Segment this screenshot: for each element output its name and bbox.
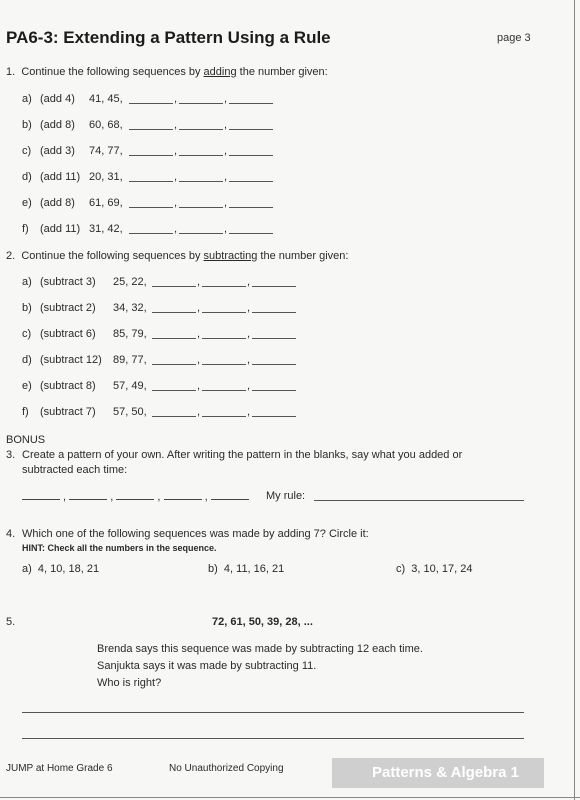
answer-blank[interactable]: [179, 181, 223, 182]
q1-item: [22, 171, 123, 183]
item-rule: (add 3): [40, 145, 75, 157]
item-sequence: 34, 32,: [113, 302, 147, 314]
comma-separator: ,: [197, 328, 201, 340]
q4-option-b[interactable]: [208, 563, 284, 575]
answer-blank[interactable]: [152, 390, 196, 391]
q2-number: 2.: [6, 250, 16, 262]
footer-center: No Unauthorized Copying: [169, 763, 284, 774]
comma-separator: ,: [197, 406, 201, 418]
item-rule: (subtract 6): [40, 328, 96, 340]
item-rule: (add 11): [40, 171, 81, 183]
item-letter: c): [22, 145, 32, 157]
answer-blank[interactable]: [202, 312, 246, 313]
option-letter: b): [208, 563, 218, 575]
comma-separator: ,: [224, 197, 228, 209]
q5-line1: Brenda says this sequence was made by subtracting 12 each time.: [97, 643, 423, 655]
answer-blank[interactable]: [179, 129, 223, 130]
answer-blank[interactable]: [129, 233, 173, 234]
q1-item: [22, 197, 123, 209]
q2-post: the number given:: [257, 250, 349, 262]
answer-blank[interactable]: [202, 364, 246, 365]
bonus-number: 3.: [6, 449, 16, 461]
item-letter: d): [22, 354, 32, 366]
answer-blank[interactable]: [229, 181, 273, 182]
item-letter: a): [22, 276, 32, 288]
q1-item: [22, 93, 123, 105]
item-rule: (add 4): [40, 93, 75, 105]
section-badge-label: Patterns & Algebra 1: [372, 764, 519, 781]
comma-separator: ,: [197, 276, 201, 288]
item-sequence: 85, 79,: [113, 328, 147, 340]
answer-blank[interactable]: [211, 490, 249, 500]
q4-question: Which one of the following sequences was made by adding 7? Circle it:: [22, 528, 369, 540]
q1-keyword: adding: [203, 66, 237, 78]
item-letter: d): [22, 171, 32, 183]
comma-separator: ,: [174, 119, 178, 131]
comma-separator: ,: [197, 302, 201, 314]
answer-blank[interactable]: [252, 390, 296, 391]
page-edge-right: [574, 0, 575, 800]
comma-separator: ,: [174, 145, 178, 157]
answer-blank[interactable]: [152, 416, 196, 417]
bonus-line2: subtracted each time:: [22, 464, 128, 476]
option-sequence: 4, 11, 16, 21: [223, 563, 285, 575]
answer-blank[interactable]: [179, 233, 223, 234]
comma-separator: ,: [247, 354, 251, 366]
q5-line2: Sanjukta says it was made by subtracting 11.: [97, 660, 317, 672]
answer-blank[interactable]: [179, 155, 223, 156]
item-rule: (subtract 7): [40, 406, 96, 418]
item-letter: e): [22, 380, 32, 392]
answer-blank[interactable]: [229, 155, 273, 156]
answer-blank[interactable]: [229, 233, 273, 234]
q4-hint: HINT: Check all the numbers in the sequence.: [22, 543, 217, 553]
answer-blank[interactable]: [229, 103, 273, 104]
answer-blank[interactable]: [152, 338, 196, 339]
comma-separator: ,: [224, 93, 228, 105]
option-letter: a): [22, 563, 32, 575]
q5-line3: Who is right?: [97, 677, 162, 689]
q5-answer-line[interactable]: [22, 712, 524, 713]
item-letter: f): [22, 406, 29, 418]
item-sequence: 60, 68,: [89, 119, 123, 131]
answer-blank[interactable]: [129, 181, 173, 182]
item-letter: e): [22, 197, 32, 209]
item-rule: (add 8): [40, 119, 75, 131]
comma-separator: ,: [174, 171, 178, 183]
q1-number: 1.: [6, 66, 16, 78]
answer-blank[interactable]: [179, 103, 223, 104]
comma-separator: ,: [247, 380, 251, 392]
answer-blank[interactable]: [252, 286, 296, 287]
comma-separator: ,: [224, 171, 228, 183]
item-letter: f): [22, 223, 29, 235]
answer-blank[interactable]: [252, 312, 296, 313]
item-rule: (subtract 2): [40, 302, 96, 314]
answer-blank[interactable]: [116, 490, 154, 500]
answer-blank[interactable]: [252, 416, 296, 417]
q1-pre: Continue the following sequences by: [21, 66, 204, 78]
my-rule-label: My rule:: [266, 490, 306, 502]
q2-item: [22, 302, 147, 314]
answer-blank[interactable]: [229, 129, 273, 130]
q5-answer-line[interactable]: [22, 738, 524, 739]
answer-blank[interactable]: [129, 155, 173, 156]
bonus-blanks: , , , ,: [22, 490, 249, 503]
q2-item: [22, 276, 147, 288]
item-letter: c): [22, 328, 32, 340]
answer-blank[interactable]: [22, 490, 60, 500]
item-sequence: 31, 42,: [89, 223, 123, 235]
item-sequence: 57, 50,: [113, 406, 147, 418]
comma-separator: ,: [247, 406, 251, 418]
answer-blank[interactable]: [202, 416, 246, 417]
item-letter: b): [22, 119, 32, 131]
item-sequence: 41, 45,: [89, 93, 123, 105]
answer-blank[interactable]: [129, 129, 173, 130]
answer-blank[interactable]: [129, 103, 173, 104]
comma-separator: ,: [174, 93, 178, 105]
answer-blank[interactable]: [164, 490, 202, 500]
answer-blank[interactable]: [202, 338, 246, 339]
answer-blank[interactable]: [252, 338, 296, 339]
q4-option-c[interactable]: [396, 563, 472, 575]
item-rule: (subtract 3): [40, 276, 96, 288]
q1-item: [22, 223, 123, 235]
footer-left: JUMP at Home Grade 6: [6, 763, 113, 774]
item-rule: (subtract 12): [40, 354, 102, 366]
item-sequence: 57, 49,: [113, 380, 147, 392]
section-badge: [332, 758, 544, 788]
answer-blank[interactable]: [179, 207, 223, 208]
q2-keyword: subtracting: [203, 250, 258, 262]
q5-number: 5.: [6, 616, 16, 628]
option-sequence: 4, 10, 18, 21: [37, 563, 100, 575]
q2-item: [22, 406, 147, 418]
comma-separator: ,: [197, 354, 201, 366]
answer-blank[interactable]: [152, 286, 196, 287]
page-title: PA6-3: Extending a Pattern Using a Rule: [6, 28, 331, 47]
q4-option-a[interactable]: [22, 563, 99, 575]
item-sequence: 20, 31,: [89, 171, 123, 183]
answer-blank[interactable]: [202, 390, 246, 391]
item-rule: (subtract 8): [40, 380, 96, 392]
q2-instruction: [6, 250, 348, 262]
answer-blank[interactable]: [152, 312, 196, 313]
comma-separator: ,: [224, 145, 228, 157]
answer-blank[interactable]: [229, 207, 273, 208]
q1-item: [22, 119, 123, 131]
comma-separator: ,: [174, 197, 178, 209]
answer-blank[interactable]: [129, 207, 173, 208]
item-sequence: 25, 22,: [113, 276, 147, 288]
answer-blank[interactable]: [202, 286, 246, 287]
answer-blank[interactable]: [252, 364, 296, 365]
comma-separator: ,: [224, 223, 228, 235]
page-number: page 3: [497, 32, 531, 44]
q2-item: [22, 380, 147, 392]
item-sequence: 61, 69,: [89, 197, 123, 209]
item-letter: a): [22, 93, 32, 105]
q1-instruction: [6, 66, 328, 78]
q2-pre: Continue the following sequences by: [21, 250, 204, 262]
item-rule: (add 8): [40, 197, 75, 209]
item-sequence: 74, 77,: [89, 145, 123, 157]
comma-separator: ,: [224, 119, 228, 131]
comma-separator: ,: [247, 302, 251, 314]
q2-item: [22, 354, 147, 366]
bonus-line1: Create a pattern of your own. After writing the pattern in the blanks, say what you added or: [22, 449, 463, 461]
comma-separator: ,: [247, 328, 251, 340]
answer-blank[interactable]: [152, 364, 196, 365]
answer-blank[interactable]: [69, 490, 107, 500]
item-sequence: 89, 77,: [113, 354, 147, 366]
item-rule: (add 11): [40, 223, 81, 235]
q1-post: the number given:: [236, 66, 328, 78]
my-rule-blank[interactable]: [314, 500, 524, 501]
page-edge-bottom: [0, 797, 580, 798]
bonus-heading: BONUS: [6, 434, 46, 446]
q5-sequence: 72, 61, 50, 39, 28, ...: [212, 616, 313, 628]
item-letter: b): [22, 302, 32, 314]
comma-separator: ,: [174, 223, 178, 235]
q1-item: [22, 145, 123, 157]
option-sequence: 3, 10, 17, 24: [411, 563, 473, 575]
q2-item: [22, 328, 147, 340]
comma-separator: ,: [247, 276, 251, 288]
comma-separator: ,: [197, 380, 201, 392]
q4-number: 4.: [6, 528, 16, 540]
option-letter: c): [396, 563, 406, 575]
